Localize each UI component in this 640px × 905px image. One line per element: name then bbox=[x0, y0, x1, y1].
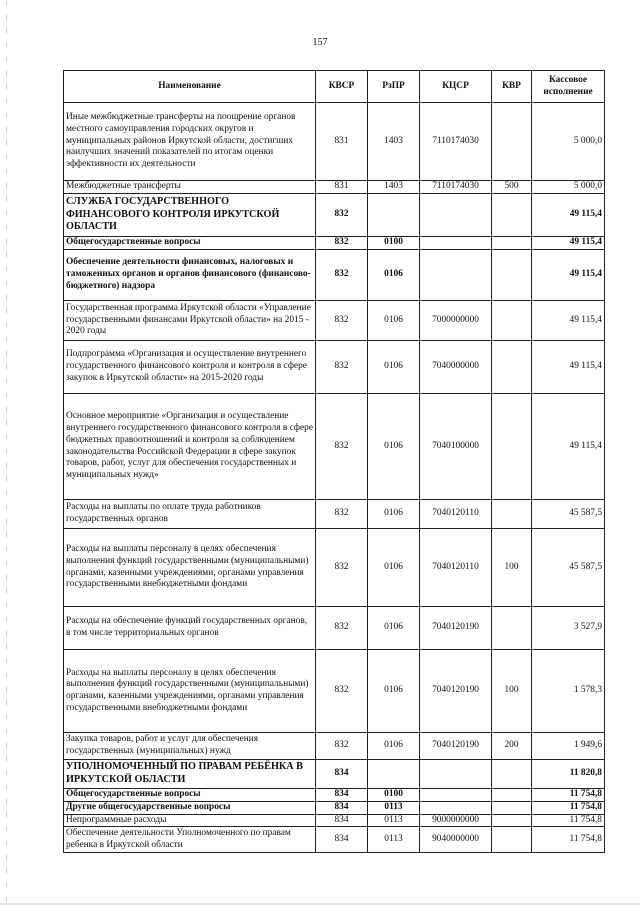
row-name: Расходы на выплаты персоналу в целях обеспечения выполнения функций государственными (муниципальными) органами, казенными учреждениями, органами управления государственными внебюджетными фондами bbox=[64, 529, 316, 607]
table-row bbox=[64, 103, 605, 181]
row-kcsr: 7040100000 bbox=[420, 394, 492, 500]
row-amount: 49 115,4 bbox=[532, 341, 605, 394]
row-kvr: 500 bbox=[492, 181, 532, 194]
row-kvsr: 832 bbox=[316, 650, 368, 733]
header-kcsr: КЦСР bbox=[420, 71, 492, 103]
row-amount: 45 587,5 bbox=[532, 500, 605, 529]
row-amount: 3 527,9 bbox=[532, 607, 605, 650]
row-amount: 11 754,8 bbox=[532, 814, 605, 827]
row-rzpr: 1403 bbox=[368, 103, 420, 181]
row-kcsr: 7040000000 bbox=[420, 341, 492, 394]
row-kvsr: 832 bbox=[316, 529, 368, 607]
row-kvr bbox=[492, 760, 532, 789]
header-kvsr: КВСР bbox=[316, 71, 368, 103]
row-name: Обеспечение деятельности Уполномоченного по правам ребенка в Иркутской области bbox=[64, 827, 316, 853]
row-kcsr bbox=[420, 801, 492, 814]
row-kvr bbox=[492, 237, 532, 250]
row-kcsr bbox=[420, 194, 492, 237]
row-name: Межбюджетные трансферты bbox=[64, 181, 316, 194]
row-name: Государственная программа Иркутской области «Управление государственными финансами Иркутской области» на 2015 - 2020 годы bbox=[64, 301, 316, 341]
row-kvsr: 832 bbox=[316, 237, 368, 250]
row-kvr bbox=[492, 103, 532, 181]
row-amount: 11 754,8 bbox=[532, 789, 605, 802]
page-number: 157 bbox=[312, 37, 328, 48]
row-amount: 11 754,8 bbox=[532, 827, 605, 853]
row-name: Расходы на выплаты персоналу в целях обеспечения выполнения функций государственными (муниципальными) органами, казенными учреждениями, органами управления государственными внебюджетными фондами bbox=[64, 650, 316, 733]
table-row bbox=[64, 607, 605, 650]
row-amount: 49 115,4 bbox=[532, 194, 605, 237]
row-name: Подпрограмма «Организация и осуществление внутреннего государственного финансового контроля и контроля в сфере закупок в Иркутской области» на 2015-2020 годы bbox=[64, 341, 316, 394]
table-header-row bbox=[64, 71, 605, 103]
row-amount: 49 115,4 bbox=[532, 394, 605, 500]
header-amount: Кассовое исполнение bbox=[532, 71, 605, 103]
row-name: Общегосударственные вопросы bbox=[64, 789, 316, 802]
row-rzpr: 0106 bbox=[368, 733, 420, 760]
row-rzpr: 0106 bbox=[368, 250, 420, 301]
header-name: Наименование bbox=[64, 71, 316, 103]
row-name: Обеспечение деятельности финансовых, налоговых и таможенных органов и органов финансового (финансово-бюджетного) надзора bbox=[64, 250, 316, 301]
row-kvsr: 834 bbox=[316, 801, 368, 814]
row-kcsr: 7040120190 bbox=[420, 650, 492, 733]
table-row bbox=[64, 789, 605, 802]
row-rzpr: 0106 bbox=[368, 341, 420, 394]
row-kvsr: 831 bbox=[316, 181, 368, 194]
table-row bbox=[64, 827, 605, 853]
row-kcsr: 7110174030 bbox=[420, 181, 492, 194]
row-kcsr: 9000000000 bbox=[420, 814, 492, 827]
row-kcsr bbox=[420, 250, 492, 301]
table-row bbox=[64, 650, 605, 733]
row-name: Закупка товаров, работ и услуг для обеспечения государственных (муниципальных) нужд bbox=[64, 733, 316, 760]
row-amount: 1 578,3 bbox=[532, 650, 605, 733]
row-kvr bbox=[492, 500, 532, 529]
row-kvr bbox=[492, 827, 532, 853]
table-row bbox=[64, 181, 605, 194]
row-kvr bbox=[492, 607, 532, 650]
row-kvsr: 832 bbox=[316, 194, 368, 237]
row-kcsr: 7040120190 bbox=[420, 733, 492, 760]
row-kvsr: 832 bbox=[316, 341, 368, 394]
scan-edge-artifact bbox=[6, 0, 7, 905]
row-amount: 11 754,8 bbox=[532, 801, 605, 814]
header-rzpr: РзПР bbox=[368, 71, 420, 103]
row-kvsr: 834 bbox=[316, 760, 368, 789]
row-rzpr: 0106 bbox=[368, 650, 420, 733]
row-amount: 1 949,6 bbox=[532, 733, 605, 760]
row-name: СЛУЖБА ГОСУДАРСТВЕННОГО ФИНАНСОВОГО КОНТРОЛЯ ИРКУТСКОЙ ОБЛАСТИ bbox=[64, 194, 316, 237]
row-rzpr: 0106 bbox=[368, 301, 420, 341]
row-rzpr: 0106 bbox=[368, 394, 420, 500]
table-row bbox=[64, 237, 605, 250]
budget-execution-table bbox=[63, 70, 605, 853]
row-amount: 49 115,4 bbox=[532, 301, 605, 341]
row-amount: 49 115,4 bbox=[532, 237, 605, 250]
table-row bbox=[64, 250, 605, 301]
row-rzpr: 1403 bbox=[368, 181, 420, 194]
table-row bbox=[64, 500, 605, 529]
row-name: Общегосударственные вопросы bbox=[64, 237, 316, 250]
table-row bbox=[64, 301, 605, 341]
row-kcsr: 7040120190 bbox=[420, 607, 492, 650]
row-kvsr: 834 bbox=[316, 789, 368, 802]
row-kvsr: 832 bbox=[316, 607, 368, 650]
row-amount: 5 000,0 bbox=[532, 103, 605, 181]
row-kcsr: 7110174030 bbox=[420, 103, 492, 181]
row-name: УПОЛНОМОЧЕННЫЙ ПО ПРАВАМ РЕБЁНКА В ИРКУТСКОЙ ОБЛАСТИ bbox=[64, 760, 316, 789]
table-row bbox=[64, 733, 605, 760]
row-kcsr: 9040000000 bbox=[420, 827, 492, 853]
row-kvr: 100 bbox=[492, 529, 532, 607]
row-kvsr: 834 bbox=[316, 814, 368, 827]
row-rzpr bbox=[368, 194, 420, 237]
row-name: Иные межбюджетные трансферты на поощрение органов местного самоуправления городских округов и муниципальных районов Иркутской области, достигших наилучших значений показателей по итогам оценки эффективности их деятельности bbox=[64, 103, 316, 181]
row-kcsr bbox=[420, 789, 492, 802]
table-row bbox=[64, 529, 605, 607]
row-name: Непрограммные расходы bbox=[64, 814, 316, 827]
table-row bbox=[64, 341, 605, 394]
table-row bbox=[64, 814, 605, 827]
row-kvr bbox=[492, 194, 532, 237]
row-kvsr: 832 bbox=[316, 394, 368, 500]
table-row bbox=[64, 394, 605, 500]
row-kvr bbox=[492, 394, 532, 500]
row-name: Другие общегосударственные вопросы bbox=[64, 801, 316, 814]
row-rzpr: 0100 bbox=[368, 789, 420, 802]
table-row bbox=[64, 760, 605, 789]
table-row bbox=[64, 801, 605, 814]
row-kvr bbox=[492, 814, 532, 827]
row-kvr bbox=[492, 801, 532, 814]
row-kvsr: 834 bbox=[316, 827, 368, 853]
table-row bbox=[64, 194, 605, 237]
row-kvr bbox=[492, 341, 532, 394]
row-kcsr bbox=[420, 237, 492, 250]
row-amount: 49 115,4 bbox=[532, 250, 605, 301]
row-amount: 5 000,0 bbox=[532, 181, 605, 194]
row-rzpr: 0100 bbox=[368, 237, 420, 250]
row-kvsr: 832 bbox=[316, 250, 368, 301]
row-kcsr bbox=[420, 760, 492, 789]
row-kvr: 200 bbox=[492, 733, 532, 760]
row-kvsr: 832 bbox=[316, 733, 368, 760]
row-rzpr: 0113 bbox=[368, 814, 420, 827]
row-rzpr: 0113 bbox=[368, 827, 420, 853]
row-kcsr: 7000000000 bbox=[420, 301, 492, 341]
row-rzpr: 0113 bbox=[368, 801, 420, 814]
row-rzpr: 0106 bbox=[368, 500, 420, 529]
row-kvr: 100 bbox=[492, 650, 532, 733]
row-amount: 45 587,5 bbox=[532, 529, 605, 607]
row-kvsr: 831 bbox=[316, 103, 368, 181]
row-kvr bbox=[492, 789, 532, 802]
row-kvsr: 832 bbox=[316, 301, 368, 341]
row-name: Расходы на выплаты по оплате труда работников государственных органов bbox=[64, 500, 316, 529]
row-kvsr: 832 bbox=[316, 500, 368, 529]
row-rzpr: 0106 bbox=[368, 607, 420, 650]
header-kvr: КВР bbox=[492, 71, 532, 103]
row-kcsr: 7040120110 bbox=[420, 529, 492, 607]
row-name: Расходы на обеспечение функций государственных органов, в том числе территориальных органов bbox=[64, 607, 316, 650]
row-rzpr bbox=[368, 760, 420, 789]
row-rzpr: 0106 bbox=[368, 529, 420, 607]
row-kcsr: 7040120110 bbox=[420, 500, 492, 529]
row-name: Основное мероприятие «Организация и осуществление внутреннего государственного финансового контроля в сфере бюджетных правоотношений и контроля за соблюдением законодательства Российской Федерации в сфере закупок товаров, работ, услуг для обеспечения государственных и муниципальных нужд» bbox=[64, 394, 316, 500]
row-kvr bbox=[492, 301, 532, 341]
row-kvr bbox=[492, 250, 532, 301]
row-amount: 11 820,8 bbox=[532, 760, 605, 789]
